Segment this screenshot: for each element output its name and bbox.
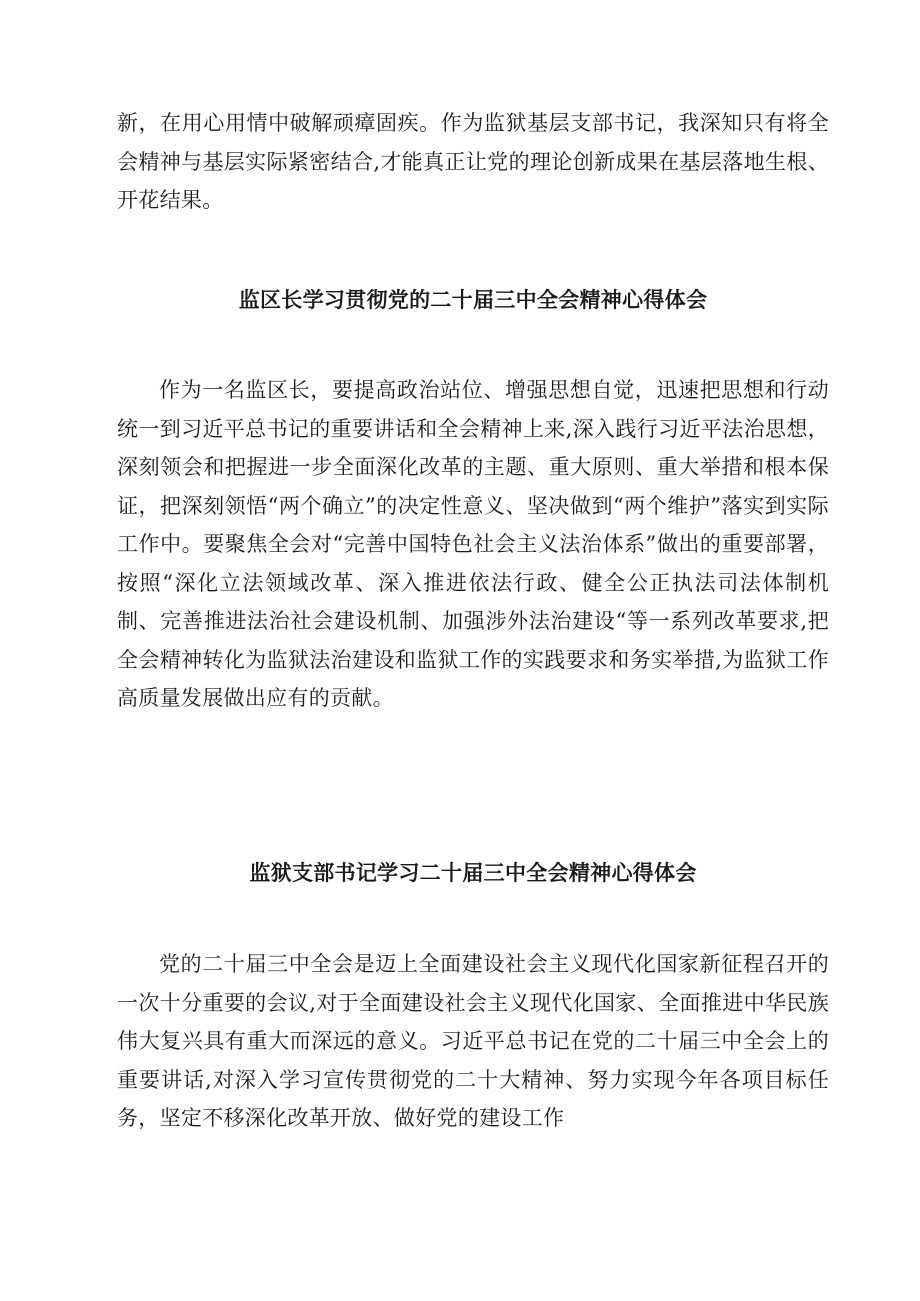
body-paragraph-branch-secretary: 党的二十届三中全会是迈上全面建设社会主义现代化国家新征程召开的一次十分重要的会议,对于全面建设社会主义现代化国家、全面推进中华民族伟大复兴具有重大而深远的意义。习近平总书记在党的二十届三中全会上的重要讲话,对深入学习宣传贯彻党的二十大精神、努力实现今年各项目标任务，坚定不移深化改革开放、做好党的建设工作: [117, 952, 829, 1130]
body-paragraph-district-chief: 作为一名监区长，要提高政治站位、增强思想自觉，迅速把思想和行动统一到习近平总书记的重要讲话和全会精神上来,深入践行习近平法治思想，深刻领会和把握进一步全面深化改革的主题、重大原则、重大举措和根本保证，把深刻领悟“两个确立”的决定性意义、坚决做到“两个维护”落实到实际工作中。要聚焦全会对“完善中国特色社会主义法治体系”做出的重要部署，按照“深化立法领域改革、深入推进依法行政、健全公正执法司法体制机制、完善推进法治社会建设机制、加强涉外法治建设“等一系列改革要求,把全会精神转化为监狱法治建设和监狱工作的实践要求和务实举措,为监狱工作高质量发展做出应有的贡献。: [117, 378, 829, 710]
section-heading-branch-secretary: 监狱支部书记学习二十届三中全会精神心得体会: [249, 860, 697, 885]
section-heading-district-chief: 监区长学习贯彻党的二十届三中全会精神心得体会: [238, 287, 708, 312]
body-paragraph-continued: 新，在用心用情中破解顽瘴固疾。作为监狱基层支部书记，我深知只有将全会精神与基层实际紧密结合,才能真正让党的理论创新成果在基层落地生根、开花结果。: [117, 111, 829, 212]
